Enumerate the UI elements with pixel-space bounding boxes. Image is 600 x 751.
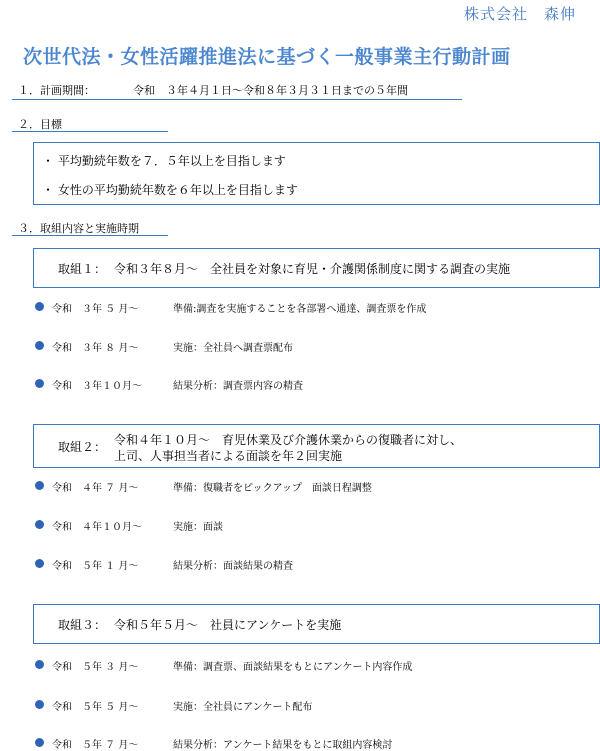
- bullet-icon: [35, 700, 44, 709]
- step-desc: 結果分析：調査票内容の精査: [173, 381, 303, 392]
- period-label: １．計画期間：: [18, 84, 95, 97]
- goal-item-1: ・ 平均勤続年数を７．５年以上を目指します: [42, 154, 286, 168]
- action-1-line-1: 令和３年８月～ 全社員を対象に育児・介護関係制度に関する調査の実施: [114, 262, 511, 276]
- bullet-icon: [35, 379, 44, 388]
- period-underline: [12, 99, 462, 100]
- page-title: 次世代法・女性活躍推進法に基づく一般事業主行動計画: [23, 46, 511, 68]
- goals-underline: [12, 131, 168, 132]
- step-date: 令和 ４年 ７ 月～: [52, 483, 139, 494]
- step-desc: 準備：調査票、面談結果をもとにアンケート内容作成: [173, 662, 413, 673]
- goal-item-2: ・ 女性の平均勤続年数を６年以上を目指します: [42, 183, 298, 197]
- bullet-icon: [35, 341, 44, 350]
- action-1-label: 取組１：: [58, 262, 107, 276]
- action-2-line-2: 上司、人事担当者による面談を年２回実施: [114, 449, 343, 463]
- bullet-icon: [35, 481, 44, 490]
- action-1-box: [33, 248, 600, 288]
- step-desc: 実施：面談: [173, 522, 223, 533]
- step-date: 令和 ３年 ８ 月～: [52, 343, 139, 354]
- action-3-label: 取組３：: [58, 618, 107, 632]
- action-2-line-1: 令和４年１０月～ 育児休業及び介護休業からの復職者に対し、: [114, 433, 463, 447]
- step-date: 令和 ５年 ５ 月～: [52, 702, 139, 713]
- step-desc: 結果分析：アンケート結果をもとに取組内容検討: [173, 740, 393, 751]
- goals-box: [33, 142, 600, 205]
- actions-heading: ３．取組内容と実施時期: [18, 222, 139, 235]
- action-3-box: [33, 604, 600, 644]
- step-desc: 結果分析：面談結果の精査: [173, 561, 293, 572]
- step-date: 令和 ３年 ５ 月～: [52, 304, 139, 315]
- bullet-icon: [35, 520, 44, 529]
- bullet-icon: [35, 302, 44, 311]
- step-date: 令和 ５年 ７ 月～: [52, 740, 139, 751]
- bullet-icon: [35, 559, 44, 568]
- action-3-line-1: 令和５年５月～ 社員にアンケートを実施: [114, 618, 342, 632]
- step-date: 令和 ３年１０月～: [52, 381, 142, 392]
- period-value: 令和 ３年４月１日～令和８年３月３１日までの５年間: [133, 84, 408, 97]
- step-date: 令和 ５年 １ 月～: [52, 561, 139, 572]
- step-desc: 実施：全社員へ調査票配布: [173, 343, 293, 354]
- step-desc: 準備:調査を実施することを各部署へ通達、調査票を作成: [173, 304, 427, 315]
- goals-heading: ２．目標: [18, 118, 62, 131]
- bullet-icon: [35, 738, 44, 747]
- step-date: 令和 ４年１０月～: [52, 522, 142, 533]
- step-date: 令和 ５年 ３ 月～: [52, 662, 139, 673]
- step-desc: 実施：全社員にアンケート配布: [173, 702, 313, 713]
- actions-underline: [12, 235, 168, 236]
- step-desc: 準備：復職者をピックアップ 面談日程調整: [173, 483, 372, 494]
- action-2-box: [33, 424, 600, 468]
- company-name: 株式会社 森伸: [463, 5, 576, 23]
- action-2-label: 取組２：: [58, 440, 107, 454]
- bullet-icon: [35, 660, 44, 669]
